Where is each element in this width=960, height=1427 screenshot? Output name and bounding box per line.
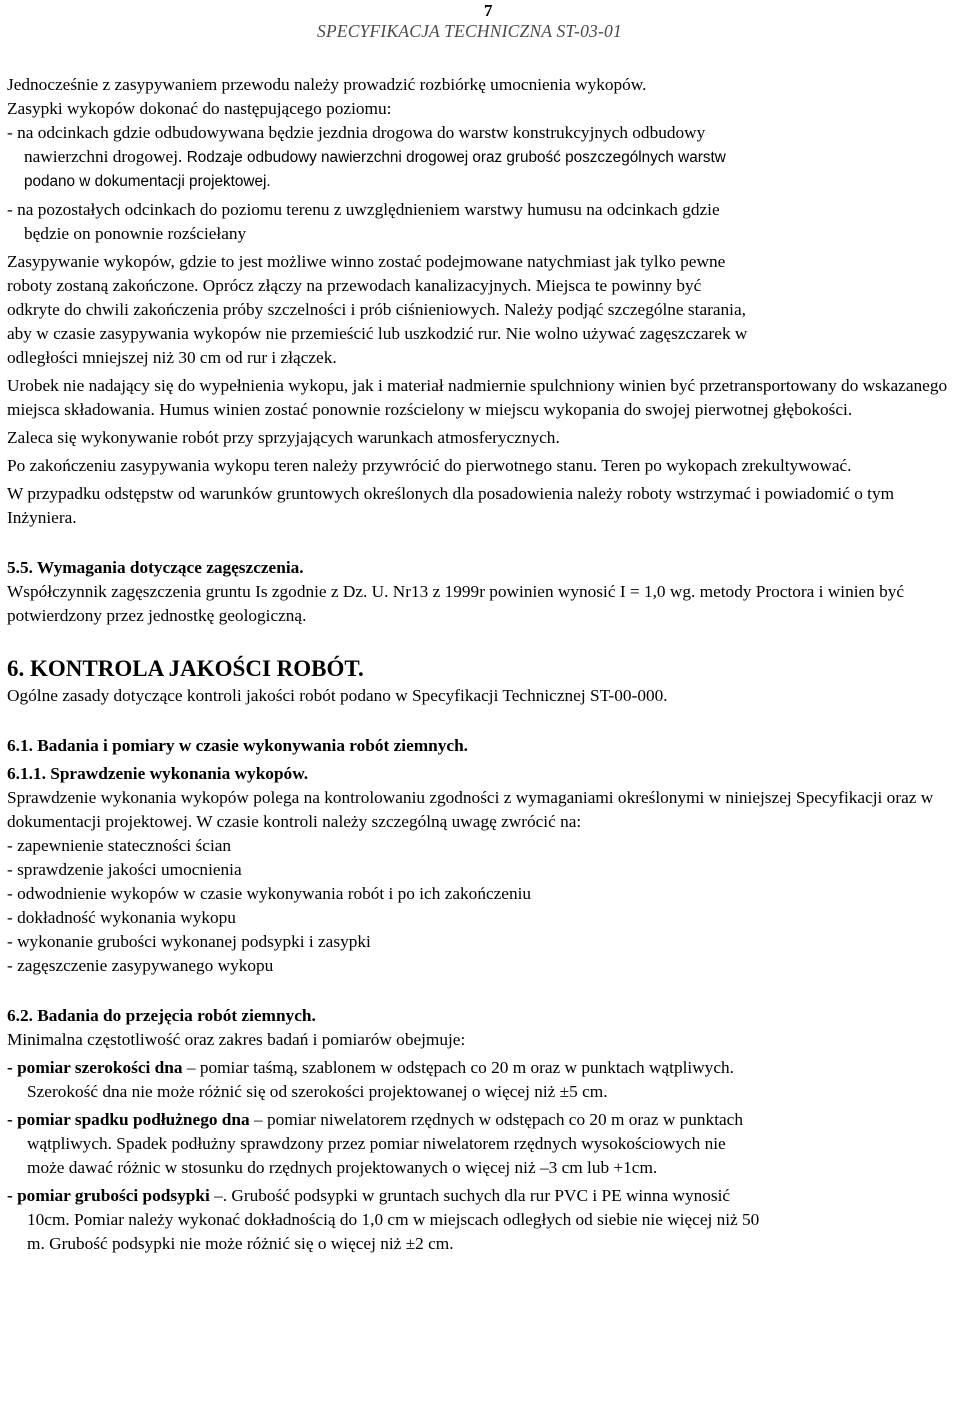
page-number: 7 xyxy=(484,1,493,20)
spec-title: SPECYFIKACJA TECHNICZNA ST-03-01 xyxy=(317,21,622,41)
measurement-text: m. Grubość podsypki nie może różnić się o więcej niż ±2 cm. xyxy=(27,1234,454,1253)
list-item: - dokładność wykonania wykopu xyxy=(7,908,236,927)
measurement-text: – pomiar taśmą, szablonem w odstępach co 20 m oraz w punktach wątpliwych. xyxy=(182,1058,734,1077)
paragraph: Jednocześnie z zasypywaniem przewodu należy prowadzić rozbiórkę umocnienia wykopów. xyxy=(7,75,647,94)
paragraph: roboty zostaną zakończone. Oprócz złączy na przewodach kanalizacyjnych. Miejsca te powinny być xyxy=(7,276,702,295)
section-heading: 6.1. Badania i pomiary w czasie wykonywania robót ziemnych. xyxy=(7,736,469,755)
paragraph: Urobek nie nadający się do wypełnienia wykopu, jak i materiał nadmiernie spulchniony winien być przetransportowany do wskazanego miejsca składowania. Humus winien zostać ponownie rozścielony w miejscu wykopania do swojej pierwotnej głębokości. xyxy=(7,376,948,419)
measurement-text: może dawać różnic w stosunku do rzędnych projektowanych o więcej niż –3 cm lub +1cm. xyxy=(27,1158,658,1177)
text-line: nawierzchni drogowej. xyxy=(24,147,183,166)
measurement-continuation xyxy=(7,1156,953,1180)
paragraph: - na odcinkach gdzie odbudowywana będzie jezdnia drogowa do warstw konstrukcyjnych odbudowy xyxy=(7,123,706,142)
measurement-item xyxy=(7,1056,953,1080)
list-item: - odwodnienie wykopów w czasie wykonywania robót i po ich zakończeniu xyxy=(7,884,532,903)
list-item: - zagęszczenie zasypywanego wykopu xyxy=(7,956,274,975)
measurement-text: wątpliwych. Spadek podłużny sprawdzony przez pomiar niwelatorem rzędnych wysokościowych nie xyxy=(27,1134,726,1153)
paragraph: Współczynnik zagęszczenia gruntu Is zgodnie z Dz. U. Nr13 z 1999r powinien wynosić I = 1,0 wg. metody Proctora i winien być potwierdzony przez jednostkę geologiczną. xyxy=(7,582,905,625)
measurement-continuation xyxy=(7,1208,953,1232)
paragraph: Zasypywanie wykopów, gdzie to jest możliwe winno zostać podejmowane natychmiast jak tylko pewne xyxy=(7,252,726,271)
paragraph: Ogólne zasady dotyczące kontroli jakości robót podano w Specyfikacji Technicznej ST-00-000. xyxy=(7,686,668,705)
paragraph: odkryte do chwili zakończenia próby szczelności i prób ciśnieniowych. Należy podjąć szczególne starania, xyxy=(7,300,746,319)
measurement-item xyxy=(7,1108,953,1132)
chapter-heading: 6. KONTROLA JAKOŚCI ROBÓT. xyxy=(7,656,364,681)
paragraph: Zasypki wykopów dokonać do następującego poziomu: xyxy=(7,99,392,118)
paragraph: W przypadku odstępstw od warunków gruntowych określonych dla posadowienia należy roboty wstrzymać i powiadomić o tym Inżyniera. xyxy=(7,484,895,527)
paragraph: Zaleca się wykonywanie robót przy sprzyjających warunkach atmosferycznych. xyxy=(7,428,560,447)
list-item: - sprawdzenie jakości umocnienia xyxy=(7,860,242,879)
measurement-continuation xyxy=(7,1132,953,1156)
text-line: Rodzaje odbudowy nawierzchni drogowej oraz grubość poszczególnych warstw xyxy=(186,149,726,166)
paragraph: Minimalna częstotliwość oraz zakres badań i pomiarów obejmuje: xyxy=(7,1030,466,1049)
section-heading: 5.5. Wymagania dotyczące zagęszczenia. xyxy=(7,558,304,577)
paragraph: Po zakończeniu zasypywania wykopu teren należy przywrócić do pierwotnego stanu. Teren po wykopach zrekultywować. xyxy=(7,456,852,475)
measurement-title: - pomiar grubości podsypki xyxy=(7,1186,210,1205)
paragraph: aby w czasie zasypywania wykopów nie przemieścić lub uszkodzić rur. Nie wolno używać zagęszczarek w xyxy=(7,324,748,343)
paragraph: - na pozostałych odcinkach do poziomu terenu z uwzględnieniem warstwy humusu na odcinkach gdzie xyxy=(7,200,720,219)
list-item: - wykonanie grubości wykonanej podsypki i zasypki xyxy=(7,932,371,951)
measurement-text: – pomiar niwelatorem rzędnych w odstępach co 20 m oraz w punktach xyxy=(249,1110,743,1129)
paragraph xyxy=(7,145,953,170)
paragraph: Sprawdzenie wykonania wykopów polega na kontrolowaniu zgodności z wymaganiami określonymi w niniejszej Specyfikacji oraz w dokumentacji projektowej. W czasie kontroli należy szczególną uwagę zwrócić na: xyxy=(7,788,934,831)
measurement-title: - pomiar spadku podłużnego dna xyxy=(7,1110,250,1129)
measurement-title: - pomiar szerokości dna xyxy=(7,1058,183,1077)
paragraph: będzie on ponownie rozściełany xyxy=(24,224,247,243)
paragraph: odległości mniejszej niż 30 cm od rur i złączek. xyxy=(7,348,337,367)
measurement-item xyxy=(7,1184,953,1208)
measurement-text: 10cm. Pomiar należy wykonać dokładnością do 1,0 cm w miejscach odległych od siebie nie więcej niż 50 xyxy=(27,1210,760,1229)
measurement-text: Szerokość dna nie może różnić się od szerokości projektowanej o więcej niż ±5 cm. xyxy=(27,1082,608,1101)
measurement-text: –. Grubość podsypki w gruntach suchych dla rur PVC i PE winna wynosić xyxy=(209,1186,731,1205)
list-item: - zapewnienie stateczności ścian xyxy=(7,836,232,855)
subsection-heading: 6.1.1. Sprawdzenie wykonania wykopów. xyxy=(7,764,309,783)
measurement-continuation xyxy=(7,1232,953,1256)
section-heading: 6.2. Badania do przejęcia robót ziemnych. xyxy=(7,1006,316,1025)
paragraph: podano w dokumentacji projektowej. xyxy=(24,173,271,190)
measurement-continuation xyxy=(7,1080,953,1104)
document-body xyxy=(7,73,953,1256)
